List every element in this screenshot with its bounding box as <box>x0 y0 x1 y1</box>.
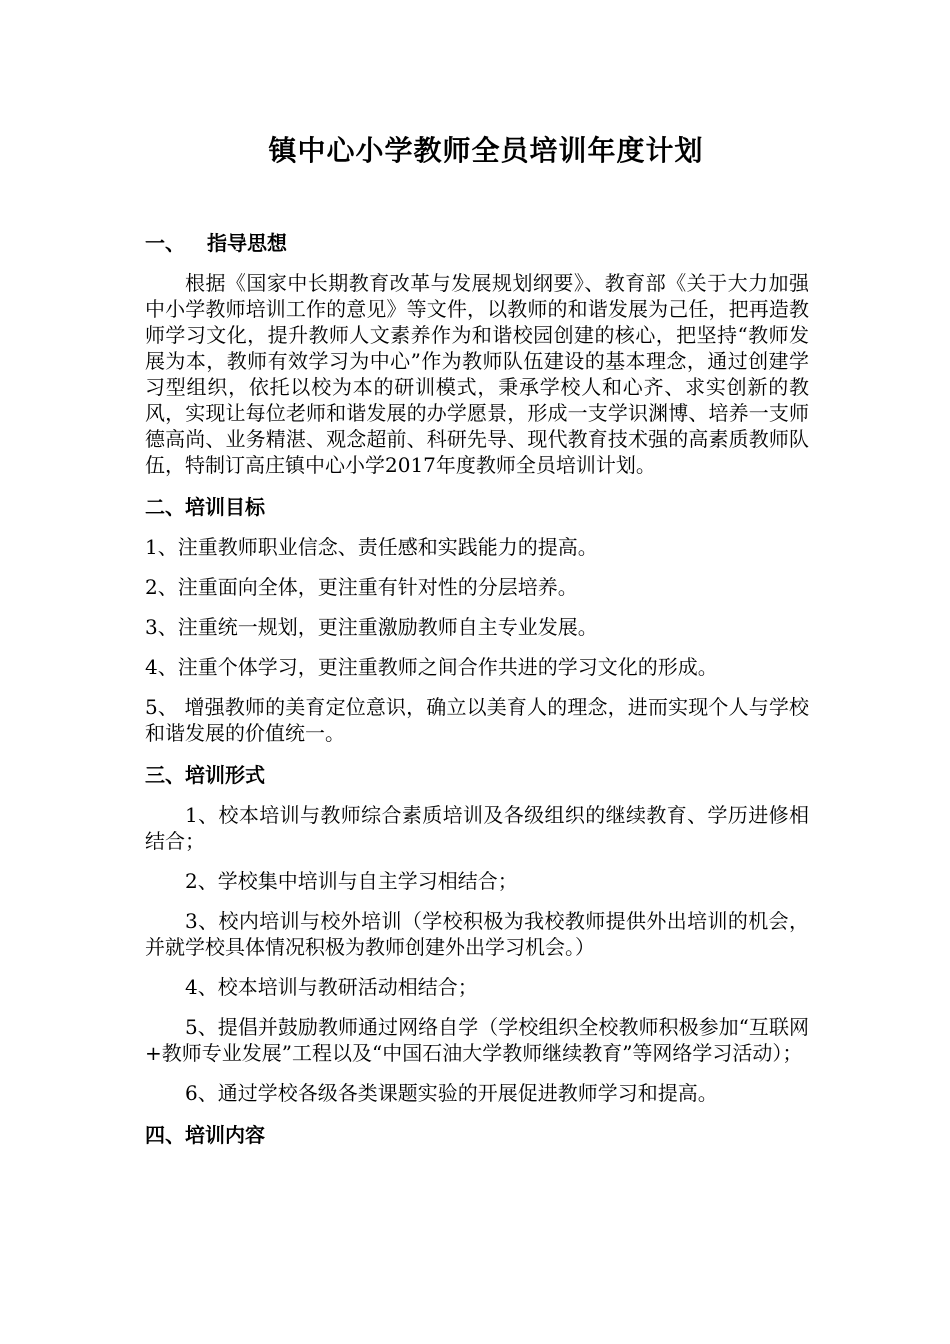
form-item: 4、校本培训与教研活动相结合； <box>185 975 478 999</box>
form-item: 6、通过学校各级各类课题实验的开展促进教师学习和提高。 <box>185 1081 718 1105</box>
section-heading-text: 指导思想 <box>207 231 287 255</box>
form-item: 2、学校集中培训与自主学习相结合； <box>185 869 518 893</box>
form-item: 3、校内培训与校外培训（学校积极为我校教师提供外出培训的机会，并就学校具体情况积极为教师创建外出学习机会。） <box>145 909 809 959</box>
goal-item: 1、注重教师职业信念、责任感和实践能力的提高。 <box>145 535 598 559</box>
section-heading-training-goals: 二、培训目标 <box>145 495 265 519</box>
section-number: 一、 <box>145 231 185 255</box>
form-item: 5、提倡并鼓励教师通过网络自学（学校组织全校教师积极参加“互联网+教师专业发展”工程以及“中国石油大学教师继续教育”等网络学习活动）； <box>145 1015 809 1065</box>
goal-item: 2、注重面向全体，更注重有针对性的分层培养。 <box>145 575 578 599</box>
goal-item: 4、注重个体学习，更注重教师之间合作共进的学习文化的形成。 <box>145 655 718 679</box>
document-title: 镇中心小学教师全员培训年度计划 <box>268 134 704 167</box>
goal-item: 3、注重统一规划，更注重激励教师自主专业发展。 <box>145 615 598 639</box>
section-heading-training-content: 四、培训内容 <box>145 1123 265 1147</box>
section-heading-training-forms: 三、培训形式 <box>145 763 265 787</box>
section-heading-guiding-thought <box>145 230 809 256</box>
form-item: 1、校本培训与教师综合素质培训及各级组织的继续教育、学历进修相结合； <box>145 803 809 853</box>
guiding-thought-paragraph: 根据《国家中长期教育改革与发展规划纲要》、教育部《关于大力加强中小学教师培训工作的意见》等文件，以教师的和谐发展为己任，把再造教师学习文化，提升教师人文素养作为和谐校园创建的核心，把坚持“教师发展为本，教师有效学习为中心”作为教师队伍建设的基本理念，通过创建学习型组织，依托以校为本的研训模式，秉承学校人和心齐、求实创新的教风，实现让每位老师和谐发展的办学愿景，形成一支学识渊博、培养一支师德高尚、业务精湛、观念超前、科研先导、现代教育技术强的高素质教师队伍，特制订高庄镇中心小学2017年度教师全员培训计划。 <box>145 271 809 477</box>
goal-item: 5、 增强教师的美育定位意识，确立以美育人的理念，进而实现个人与学校和谐发展的价值统一。 <box>145 695 809 745</box>
